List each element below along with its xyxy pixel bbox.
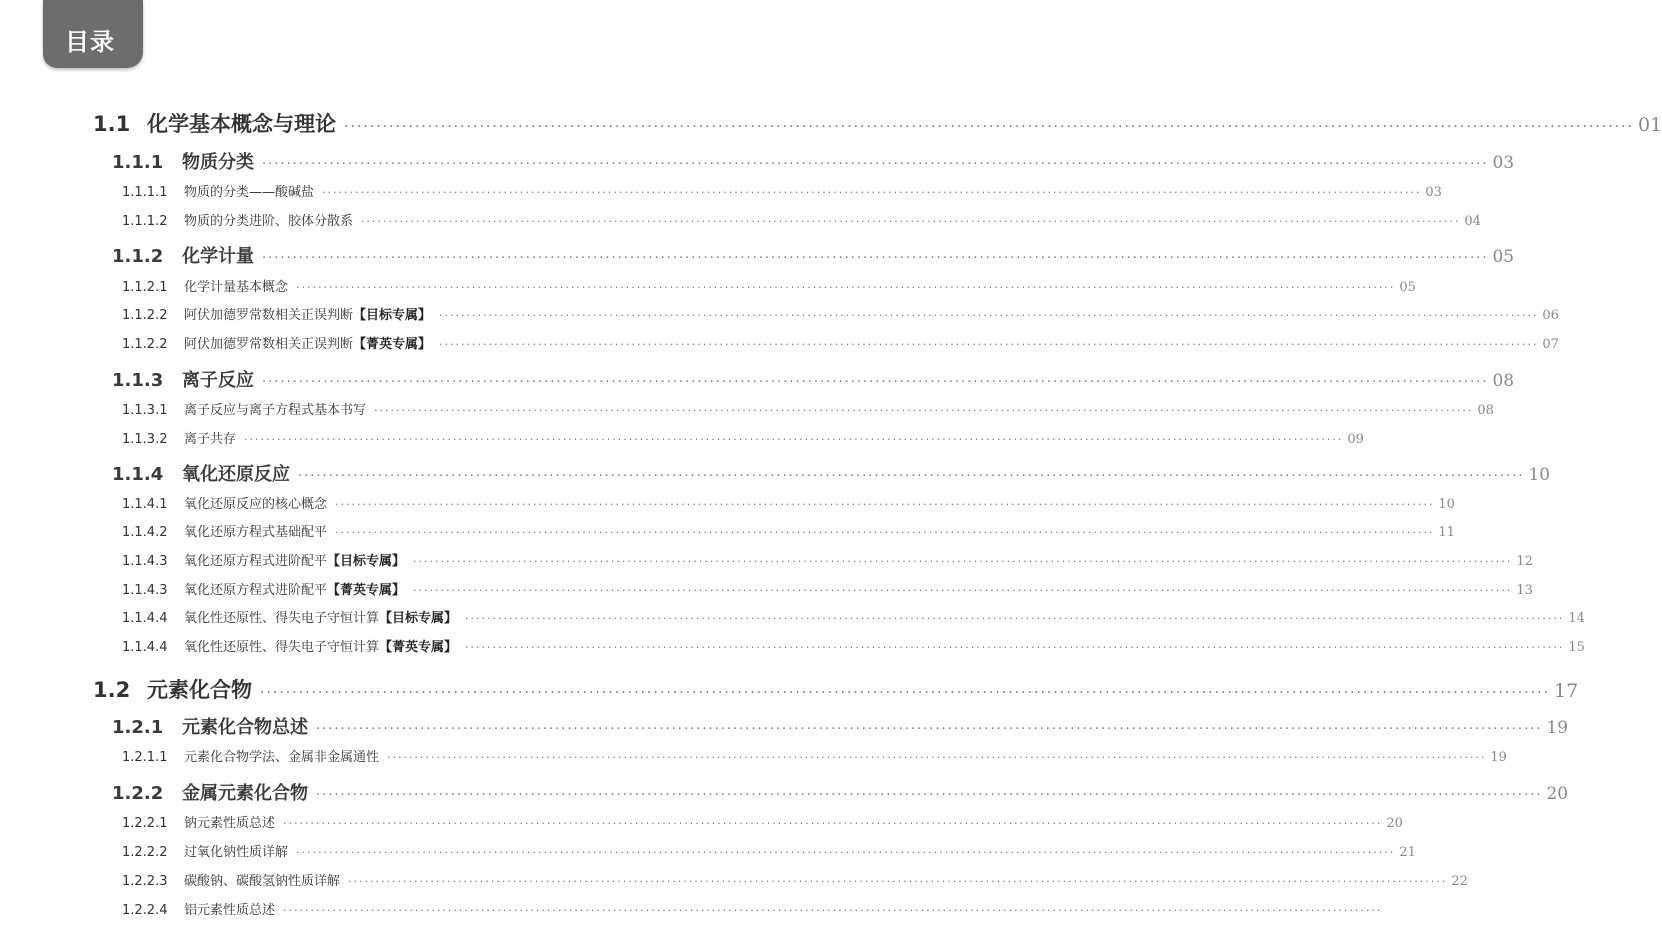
toc-entry-title: [182, 148, 254, 174]
toc-entry-number: 1.1.2.2: [122, 337, 168, 352]
toc-entry-title: [182, 779, 308, 805]
toc-entry-number: 1.1.2: [112, 246, 164, 267]
toc-leader-dots: ········································································································································································································: [260, 685, 1551, 701]
toc-leader-dots: ········································································································································································································: [296, 846, 1396, 859]
toc-entry[interactable]: [122, 428, 1364, 447]
toc-entry-title-text: 化学计量: [182, 246, 254, 267]
toc-entry-tag: 【菁英专属】: [327, 583, 406, 598]
toc-entry[interactable]: [122, 493, 1455, 512]
toc-entry[interactable]: [122, 746, 1507, 765]
toc-entry-number: 1.1.4.4: [122, 611, 168, 626]
toc-entry-title-text: 阿伏加德罗常数相关正误判断: [184, 308, 354, 323]
toc-entry-number: 1.1: [93, 112, 131, 136]
toc-leader-dots: ········································································································································································································: [439, 309, 1539, 322]
toc-entry-title: [184, 841, 288, 860]
toc-page-number: 05: [1492, 247, 1515, 267]
toc-page-number: 08: [1492, 371, 1515, 391]
toc-entry-title-text: 阿伏加德罗常数相关正误判断: [184, 337, 354, 352]
toc-entry[interactable]: [112, 713, 1569, 739]
toc-page-number: 05: [1399, 280, 1416, 295]
toc-entry-title: [184, 276, 288, 295]
toc-entry[interactable]: [122, 636, 1585, 655]
toc-entry-title-text: 化学基本概念与理论: [147, 112, 336, 136]
toc-entry-title: [182, 366, 254, 392]
toc-leader-dots: ········································································································································································································: [283, 817, 1383, 830]
toc-entry-number: 1.2.1: [112, 717, 164, 738]
toc-entry-title: [184, 333, 431, 352]
toc-entry-title-text: 元素化合物学法、金属非金属通性: [184, 750, 380, 765]
toc-page-number: 10: [1438, 497, 1455, 512]
toc-entry-number: 1.2.2: [112, 783, 164, 804]
toc-entry[interactable]: [122, 181, 1442, 200]
toc-entry-tag: 【目标专属】: [327, 554, 406, 569]
toc-leader-dots: ········································································································································································································: [335, 526, 1435, 539]
toc-entry-number: 1.1.3: [112, 370, 164, 391]
toc-entry-number: 1.2: [93, 678, 131, 702]
toc-entry-title-text: 铝元素性质总述: [184, 903, 276, 918]
toc-leader-dots: ········································································································································································································: [439, 338, 1539, 351]
toc-entry[interactable]: [112, 148, 1515, 174]
toc-page-number: 04: [1464, 214, 1481, 229]
toc-entry-number: 1.2.2.3: [122, 874, 168, 889]
toc-entry-number: 1.1.2.2: [122, 308, 168, 323]
toc-entry[interactable]: [122, 841, 1416, 860]
toc-entry[interactable]: [112, 366, 1515, 392]
toc-entry-title: [147, 674, 252, 704]
toc-entry-title-text: 金属元素化合物: [182, 783, 308, 804]
toc-leader-dots: ········································································································································································································: [413, 584, 1513, 597]
toc-leader-dots: ········································································································································································································: [298, 469, 1525, 484]
toc-entry-number: 1.1.1: [112, 152, 164, 173]
toc-entry-title: [184, 607, 457, 626]
toc-entry[interactable]: [93, 674, 1579, 704]
toc-leader-dots: ········································································································································································································: [387, 751, 1487, 764]
toc-page-number: 20: [1386, 816, 1403, 831]
toc-leader-dots: ········································································································································································································: [361, 215, 1461, 228]
toc-entry-number: 1.1.4.1: [122, 497, 168, 512]
toc-entry-number: 1.2.2.2: [122, 845, 168, 860]
toc-entry-title-text: 氧化性还原性、得失电子守恒计算: [184, 640, 380, 655]
toc-leader-dots: ········································································································································································································: [283, 904, 1383, 917]
toc-entry-number: 1.1.3.1: [122, 403, 168, 418]
toc-entry-title-text: 离子反应: [182, 370, 254, 391]
toc-leader-dots: ········································································································································································································: [344, 119, 1635, 135]
toc-entry-title: [184, 579, 405, 598]
toc-page-number: 09: [1347, 432, 1364, 447]
toc-entry-title-text: 氧化还原方程式基础配平: [184, 525, 328, 540]
toc-header-title: 目录: [65, 28, 115, 56]
toc-entry-title-text: 钠元素性质总述: [184, 816, 276, 831]
toc-page-number: 22: [1451, 874, 1468, 889]
toc-entry[interactable]: [122, 276, 1416, 295]
toc-page-number: 20: [1546, 784, 1569, 804]
toc-entry[interactable]: [112, 242, 1515, 268]
toc-entry-title-text: 离子反应与离子方程式基本书写: [184, 403, 367, 418]
toc-page-number: 03: [1492, 153, 1515, 173]
toc-leader-dots: ········································································································································································································: [316, 788, 1543, 803]
toc-page-number: 01: [1638, 114, 1662, 136]
toc-entry-title-text: 元素化合物总述: [182, 717, 308, 738]
toc-entry-title: [147, 108, 336, 138]
toc-entry-number: 1.1.4.2: [122, 525, 168, 540]
toc-page-number: 07: [1542, 337, 1559, 352]
toc-entry-title: [182, 242, 254, 268]
toc-leader-dots: ········································································································································································································: [262, 251, 1489, 266]
toc-page-number: 19: [1546, 718, 1569, 738]
toc-entry[interactable]: [122, 579, 1533, 598]
toc-page-number: 17: [1554, 680, 1579, 702]
toc-leader-dots: ········································································································································································································: [296, 281, 1396, 294]
toc-entry[interactable]: [122, 210, 1481, 229]
toc-entry-title: [184, 746, 379, 765]
toc-page-number: 08: [1477, 403, 1494, 418]
toc-entry-title: [184, 636, 457, 655]
toc-leader-dots: ········································································································································································································: [465, 641, 1565, 654]
toc-entry-title-text: 氧化还原方程式进阶配平: [184, 554, 328, 569]
toc-entry[interactable]: [122, 550, 1533, 569]
toc-entry[interactable]: [112, 779, 1569, 805]
toc-entry-number: 1.1.1.2: [122, 214, 168, 229]
toc-entry[interactable]: [112, 460, 1551, 486]
toc-page-number: 10: [1528, 465, 1551, 485]
toc-entry-number: 1.1.2.1: [122, 280, 168, 295]
toc-leader-dots: ········································································································································································································: [413, 555, 1513, 568]
toc-entry-title-text: 物质的分类——酸碱盐: [184, 185, 315, 200]
toc-entry-title: [184, 210, 353, 229]
toc-entry-title: [184, 304, 431, 323]
toc-entry-number: 1.2.2.4: [122, 903, 168, 918]
toc-entry[interactable]: [93, 108, 1662, 138]
toc-entry-title-text: 氧化还原反应的核心概念: [184, 497, 328, 512]
toc-page-number: 03: [1425, 185, 1442, 200]
toc-leader-dots: ········································································································································································································: [262, 375, 1489, 390]
toc-entry-title: [184, 521, 327, 540]
toc-page-number: 11: [1438, 525, 1455, 540]
toc-entry-title-text: 离子共存: [184, 432, 237, 447]
toc-entry-title-text: 物质的分类进阶、胶体分散系: [184, 214, 354, 229]
toc-entry[interactable]: [122, 521, 1455, 540]
toc-leader-dots: ········································································································································································································: [316, 722, 1543, 737]
toc-entry-number: 1.1.4.3: [122, 554, 168, 569]
toc-entry-title: [184, 493, 327, 512]
toc-leader-dots: ········································································································································································································: [244, 433, 1344, 446]
toc-entry-title-text: 碳酸钠、碳酸氢钠性质详解: [184, 874, 341, 889]
toc-entry[interactable]: [122, 333, 1559, 352]
toc-entry[interactable]: [122, 607, 1585, 626]
toc-page-number: 15: [1568, 640, 1585, 655]
toc-entry-tag: 【目标专属】: [353, 308, 432, 323]
toc-entry-number: 1.1.4: [112, 464, 164, 485]
toc-entry[interactable]: [122, 812, 1403, 831]
toc-entry-title: [182, 713, 308, 739]
toc-page-number: 14: [1568, 611, 1585, 626]
toc-entry[interactable]: [122, 399, 1494, 418]
toc-leader-dots: ········································································································································································································: [335, 498, 1435, 511]
toc-entry-title: [184, 428, 236, 447]
toc-page-number: 19: [1490, 750, 1507, 765]
toc-entry-number: 1.2.1.1: [122, 750, 168, 765]
toc-entry-number: 1.1.4.4: [122, 640, 168, 655]
toc-entry-title: [184, 181, 314, 200]
toc-entry-tag: 【菁英专属】: [353, 337, 432, 352]
toc-entry-title-text: 元素化合物: [147, 678, 252, 702]
toc-entry-title: [184, 899, 275, 918]
toc-entry-tag: 【目标专属】: [379, 611, 458, 626]
toc-entry[interactable]: [122, 899, 1383, 918]
toc-entry-title-text: 氧化还原反应: [182, 464, 290, 485]
toc-entry-title: [184, 399, 366, 418]
toc-entry-title-text: 氧化性还原性、得失电子守恒计算: [184, 611, 380, 626]
toc-entry-number: 1.2.2.1: [122, 816, 168, 831]
toc-page-number: 12: [1516, 554, 1533, 569]
toc-entry-title: [184, 812, 275, 831]
toc-leader-dots: ········································································································································································································: [348, 875, 1448, 888]
toc-leader-dots: ········································································································································································································: [465, 612, 1565, 625]
toc-entry-number: 1.1.4.3: [122, 583, 168, 598]
toc-entry-title: [184, 550, 405, 569]
toc-entry-title: [184, 870, 340, 889]
toc-entry[interactable]: [122, 870, 1468, 889]
toc-entry-title-text: 过氧化钠性质详解: [184, 845, 289, 860]
toc-page-number: 13: [1516, 583, 1533, 598]
toc-entry-number: 1.1.1.1: [122, 185, 168, 200]
toc-page-number: 21: [1399, 845, 1416, 860]
toc-entry-title-text: 化学计量基本概念: [184, 280, 289, 295]
toc-entry[interactable]: [122, 304, 1559, 323]
toc-leader-dots: ········································································································································································································: [262, 157, 1489, 172]
toc-leader-dots: ········································································································································································································: [322, 186, 1422, 199]
toc-entry-number: 1.1.3.2: [122, 432, 168, 447]
toc-page-number: 06: [1542, 308, 1559, 323]
toc-entry-title: [182, 460, 290, 486]
toc-entry-tag: 【菁英专属】: [379, 640, 458, 655]
toc-leader-dots: ········································································································································································································: [374, 404, 1474, 417]
toc-entry-title-text: 氧化还原方程式进阶配平: [184, 583, 328, 598]
toc-entry-title-text: 物质分类: [182, 152, 254, 173]
